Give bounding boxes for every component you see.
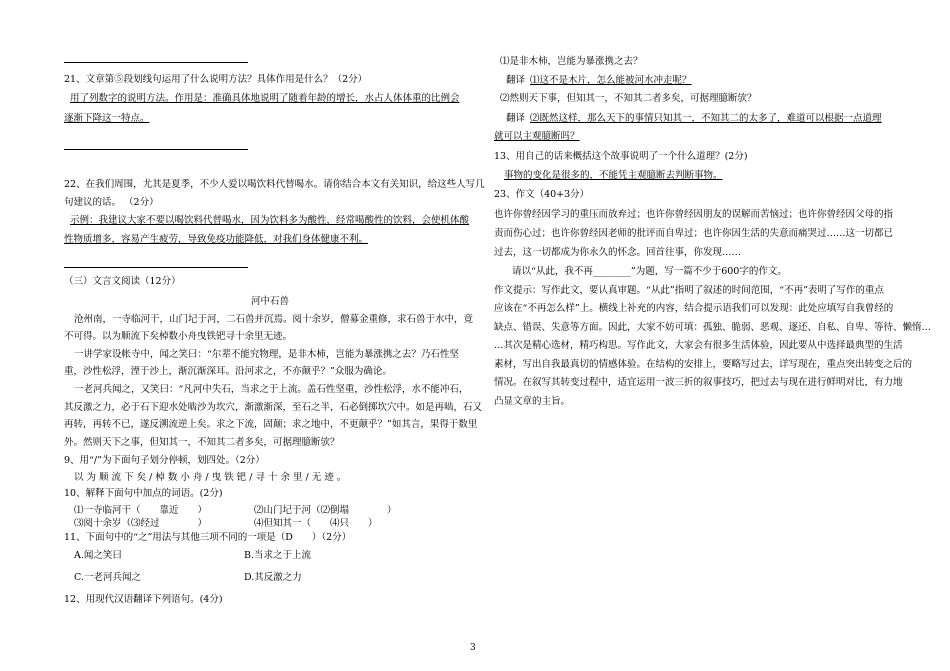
answer-13: 事物的变化是很多的，不能凭主观臆断去判断事物。 [504,170,723,181]
question-9: 9、用“/”为下面句子划分停顿，划四处。（2分） [64,455,265,466]
composition-tips-l5: 素材，写出自我最真切的情感体验。在结构的安排上，要略写过去，详写现在，重点突出转变之后的 [494,359,913,370]
option-b: B.当求之于上流 [244,550,312,561]
passage-title: 河中石兽 [250,296,289,307]
question-23: 23、作文（40+3分） [494,189,590,200]
composition-tips-l6: 情况。在叙写其转变过程中，适宜运用一波三折的叙事技巧，把过去与现在进行鲜明对比，有力地 [494,377,903,388]
passage-p1-l1: 沧州南，一寺临河干，山门圮于河，二石兽并沉焉。阅十余岁，僧募金重修，求石兽于水中，竟 [74,314,474,325]
question-10-c: ⑶阅十余岁（⑶经过 ） [74,518,208,529]
answer-line [64,62,248,63]
page-number: 3 [470,643,476,653]
passage-p2-l1: 一讲学家设帐寺中，闻之笑曰：“尔辈不能究物理，是非木柿，岂能为暴涨携之去？乃石性坚 [74,349,459,360]
answer-21-line2: 逐渐下降这一特点。 [64,113,150,124]
composition-prompt: 请以“从此，我不再________”为题，写一篇不少于600字的作文。 [512,266,787,277]
answer-line [64,267,248,268]
passage-p3-l2: 其反激之力，必于石下迎水处啮沙为坎穴，渐激渐深，至石之半，石必倒掷坎穴中。如是再啮，石又 [64,402,483,413]
translate-item-2: ⑵然则天下事，但知其一，不知其二者多矣，可据理臆断欤？ [500,93,757,104]
question-22: 22、在我们周围，尤其是夏季，不少人爱以喝饮料代替喝水。请你结合本文有关知识，给这些人写几 [64,179,485,190]
passage-p3-l1: 一老河兵闻之，又笑曰：“凡河中失石，当求之于上流。盖石性坚重，沙性松浮，水不能冲石， [74,384,469,395]
question-21: 21、文章第⑤段划线句运用了什么说明方法？具体作用是什么？（2分） [64,74,368,85]
question-9-sentence: 以 为 顺 流 下 矣 / 棹 数 小 舟 / 曳 铁 钯 / 寻 十 余 里 / 无 迹 。 [74,472,347,483]
translate-item-1: ⑴是非木柿，岂能为暴涨携之去？ [500,56,643,67]
translate-label-1: 翻译 [506,75,526,86]
answer-21-line1: 用了列数字的说明方法。作用是：准确具体地说明了随着年龄的增长，水占人体体重的比例会 [70,93,460,104]
translate-label-2: 翻译 [506,113,526,124]
passage-p3-l3: 再转，再转不已，遂反溯流逆上矣。求之下流，固颠；求之地中，不更颠乎？”如其言，果得于数里 [64,419,478,430]
answer-22-line2: 性物质增多，容易产生疲劳，导致免疫功能降低，对我们身体健康不利。 [64,234,369,245]
question-10-d: ⑷但知其一（ ⑷只 ） [254,518,378,529]
section-heading: （三）文言文阅读（12分） [64,276,181,287]
option-d: D.其反激之力 [244,572,302,583]
question-13: 13、用自己的话来概括这个故事说明了一个什么道理？(2分) [494,151,748,162]
answer-22-line1: 示例：我建议大家不要以喝饮料代替喝水，因为饮料多为酸性，经常喝酸性的饮料，会使机体酸 [70,215,470,226]
translate-answer-1: ⑴这不是木片，怎么能被河水冲走呢？ [530,75,692,86]
passage-p1-l2: 不可得。以为顺流下矣棹数小舟曳铁钯寻十余里无迹。 [64,331,293,342]
composition-intro-l3: 过去，这一切都成为你永久的怀念。回首往事，你发现…… [494,247,742,258]
composition-tips-l7: 凸显文章的主旨。 [494,396,571,407]
composition-intro-l2: 责而伤心过；也许你曾经因老师的批评而自卑过；也许你因生活的失意而痛哭过……这一切都已 [494,228,894,239]
composition-tips-l2: 应该在“不再怎么样”上。横线上补充的内容，结合提示语我们可以发现：此处应填写自我曾经的 [494,303,894,314]
passage-p3-l4: 外。然则天下之事，但知其一，不知其二者多矣，可据理臆断欤？ [64,437,340,448]
composition-intro-l1: 也许你曾经因学习的重压而放弃过；也许你曾经因朋友的误解而苦恼过；也许你曾经因父母的指 [494,209,894,220]
question-10: 10、解释下面句中加点的词语。(2分) [64,488,223,499]
passage-p2-l2: 重，沙性松浮，湮于沙上，渐沉渐深耳。沿河求之，不亦颠乎？”众服为确论。 [64,366,392,377]
option-a: A.闻之笑曰 [74,550,122,561]
question-11: 11、下面句中的“之”用法与其他三项不同的一项是（D ）（2分） [64,532,352,543]
translate-answer-2-line1: ⑵既然这样，那么天下的事情只知其一，不知其二的太多了，难道可以根据一点道理 [530,113,882,124]
question-22-cont: 句建议的话。 （2分） [64,197,159,208]
composition-tips-l3: 缺点、错误、失意等方面。因此，大家不妨可填：孤独、脆弱、恶观、逐还、自私、自卑、等待、懒惰… [494,322,932,333]
translate-answer-2-line2: 就可以主观臆断吗？ [494,131,580,142]
answer-line [64,149,248,150]
question-10-b: ⑵山门圮于河（⑵倒塌 ） [254,505,397,516]
option-c: C.一老河兵闻之 [74,572,141,583]
question-12: 12、用现代汉语翻译下列语句。(4分) [64,594,223,605]
composition-tips-l1: 作文提示：写作此文，要认真审题。“从此”指明了叙述的时间范围，“不再”表明了写作的重点 [494,285,884,296]
composition-tips-l4: …其次是精心选材，精巧构思。写作此文，大家会有很多生活体验，因此要从中选择最典型的生活 [494,340,903,351]
question-10-a: ⑴一寺临河干（ 靠近 ） [74,505,208,516]
